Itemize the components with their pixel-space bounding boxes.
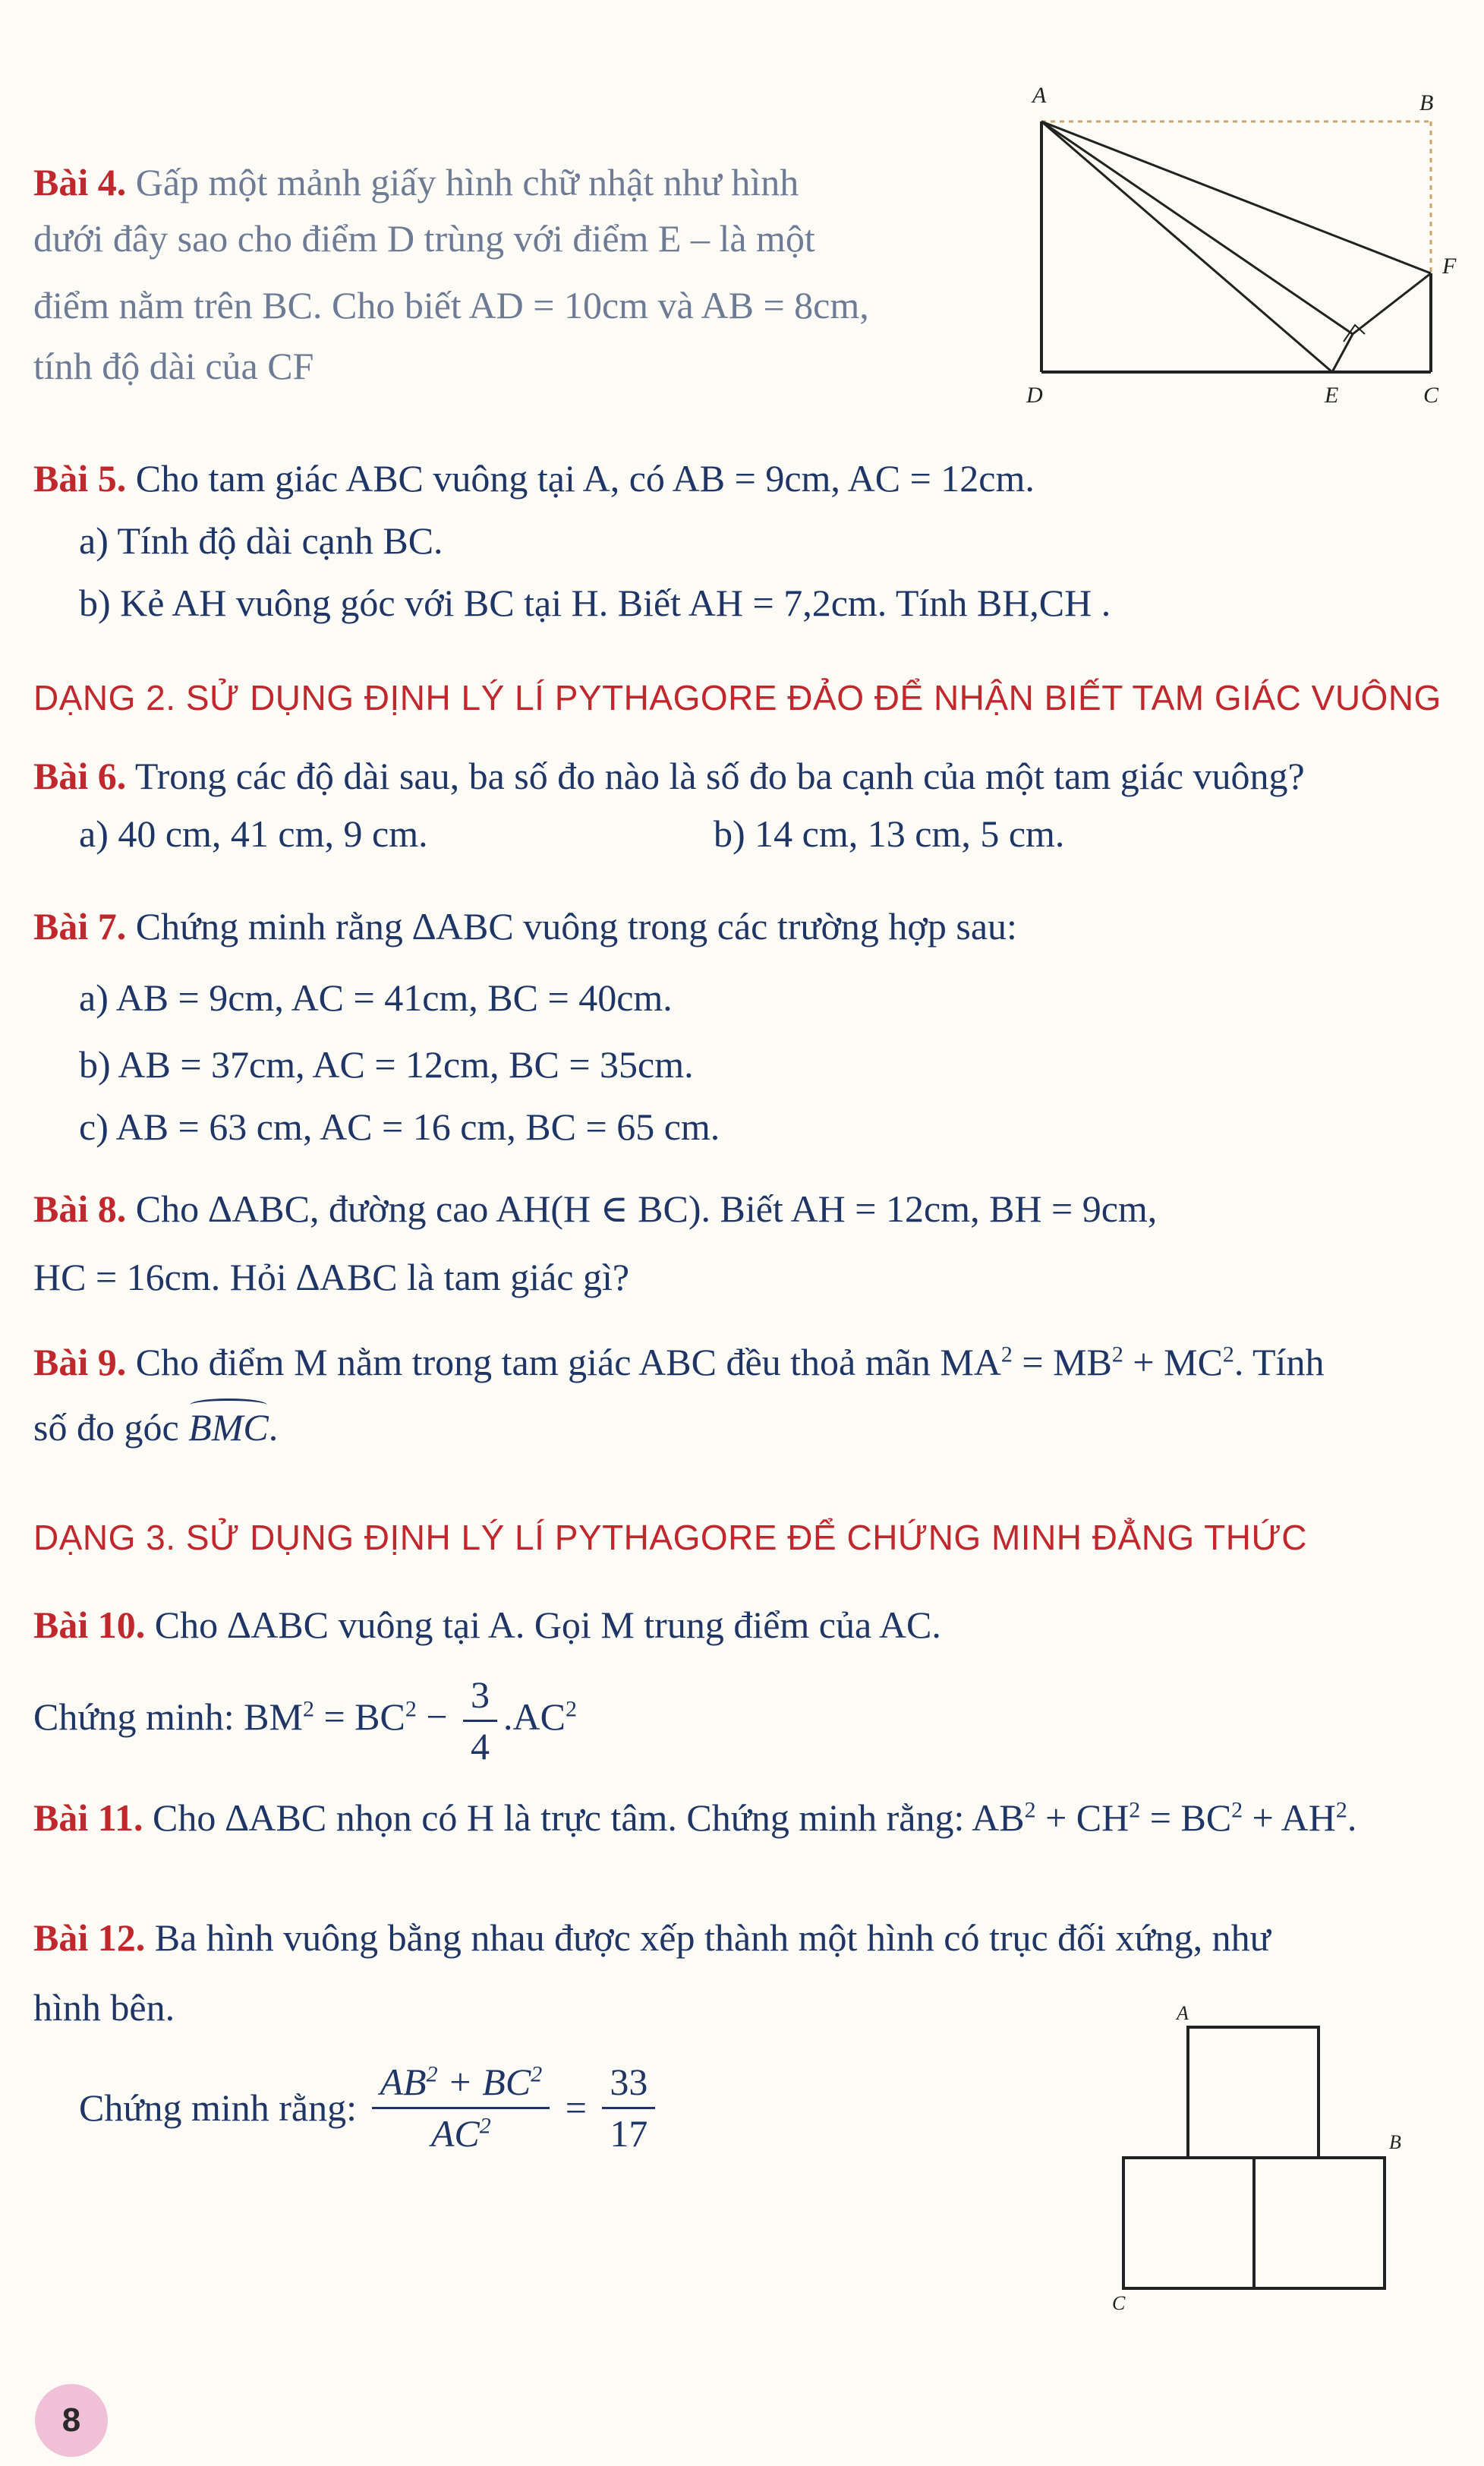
bai12-lhs-num	[372, 2058, 550, 2109]
bai10-frac-num: 3	[463, 1670, 497, 1722]
bai12-sup-2: 2	[531, 2061, 543, 2087]
bai6-line1	[33, 752, 1305, 801]
bai9-text-1: Cho điểm M nằm trong tam giác ABC đều thoả mãn MA	[135, 1341, 1001, 1383]
bai9-label: Bài 9.	[33, 1341, 127, 1383]
bai8-label: Bài 8.	[33, 1187, 127, 1230]
label-F-fig4: F	[1442, 254, 1457, 279]
bai12-sup-1: 2	[426, 2061, 438, 2087]
bai5-a: a) Tính độ dài cạnh BC.	[79, 519, 443, 562]
bai6-text: Trong các độ dài sau, ba số đo nào là số đo ba cạnh của một tam giác vuông?	[134, 755, 1305, 797]
bai10-eq-3: −	[416, 1695, 458, 1738]
bai12-text-1: Ba hình vuông bằng nhau được xếp thành một hình có trục đối xứng, như	[154, 1916, 1271, 1959]
bai10-fraction	[463, 1670, 497, 1771]
top-square	[1188, 2027, 1319, 2158]
bai12-equals: =	[565, 2086, 587, 2129]
bai7-b: b) AB = 37cm, AC = 12cm, BC = 35cm.	[79, 1043, 694, 1086]
bai10-sup-3: 2	[566, 1696, 578, 1722]
bai11-sup-4: 2	[1335, 1797, 1347, 1823]
bai11-eq-4: + AH	[1243, 1796, 1336, 1839]
bottom-right-square	[1254, 2158, 1385, 2288]
bai4-line3: điểm nằm trên BC. Cho biết AD = 10cm và AB = 8cm,	[33, 284, 869, 326]
bai9-line2	[33, 1403, 278, 1452]
bai12-rhs-fraction	[602, 2058, 655, 2159]
bai5-text: Cho tam giác ABC vuông tại A, có AB = 9cm, AC = 12cm.	[135, 457, 1035, 500]
bai11-sup-2: 2	[1129, 1797, 1141, 1823]
bai11-text: Cho ∆ABC nhọn có H là trực tâm. Chứng minh rằng:	[152, 1796, 972, 1839]
bai11-eq-2: + CH	[1035, 1796, 1130, 1839]
bai9-text-6: .	[268, 1406, 279, 1449]
bai9-line1	[33, 1338, 1324, 1387]
bai12-num-b: + BC	[437, 2061, 531, 2103]
bottom-left-square	[1123, 2158, 1254, 2288]
bai4-line1	[33, 158, 799, 207]
bai11-label: Bài 11.	[33, 1796, 143, 1839]
bai10-text: Cho ∆ABC vuông tại A. Gọi M trung điểm của AC.	[154, 1604, 941, 1646]
bai11-eq-1: AB	[972, 1796, 1025, 1839]
bai9-text-5: số đo góc	[33, 1406, 189, 1449]
section-3-title: DẠNG 3. SỬ DỤNG ĐỊNH LÝ LÍ PYTHAGORE ĐỂ CHỨNG MINH ĐẲNG THỨC	[33, 1518, 1307, 1557]
bai9-text-3: + MC	[1123, 1341, 1223, 1383]
bai12-sup-3: 2	[479, 2113, 491, 2139]
bai10-line2	[33, 1670, 577, 1771]
bai10-sup-2: 2	[405, 1696, 417, 1722]
section-2-title: DẠNG 2. SỬ DỤNG ĐỊNH LÝ LÍ PYTHAGORE ĐẢO ĐỂ NHẬN BIẾT TAM GIÁC VUÔNG	[33, 678, 1441, 717]
label-D-fig4: D	[1026, 383, 1043, 408]
bai10-eq-4: .AC	[503, 1695, 566, 1738]
bai9-angle: BMC	[188, 1403, 269, 1452]
label-C-fig4: C	[1423, 383, 1439, 408]
bai7-label: Bài 7.	[33, 905, 127, 948]
bai11-eq-3: = BC	[1140, 1796, 1232, 1839]
bai11-sup-1: 2	[1024, 1797, 1036, 1823]
bai4-label: Bài 4.	[33, 161, 127, 203]
bai12-den-text: AC	[430, 2112, 480, 2155]
bai9-text-4: . Tính	[1234, 1341, 1325, 1383]
label-B-fig12: B	[1389, 2131, 1401, 2153]
bai6-b: b) 14 cm, 13 cm, 5 cm.	[714, 812, 1065, 855]
bai11-eq-end: .	[1347, 1796, 1357, 1839]
bai10-frac-den: 4	[471, 1725, 490, 1768]
bai5-line1	[33, 454, 1035, 503]
bai4-line2: dưới đây sao cho điểm D trùng với điểm E – là một	[33, 217, 815, 260]
bai12-label: Bài 12.	[33, 1916, 146, 1959]
bai12-num-a: AB	[380, 2061, 427, 2103]
bai11-sup-3: 2	[1231, 1797, 1243, 1823]
bai12-proof-label: Chứng minh rằng:	[79, 2086, 357, 2129]
bai4-rectangle-figure	[1010, 76, 1465, 410]
bai10-eq-2: = BC	[313, 1695, 405, 1738]
bai8-line1	[33, 1184, 1157, 1234]
bai9-sup-2: 2	[1111, 1342, 1123, 1367]
label-B-fig4: B	[1419, 90, 1434, 115]
bai10-line1	[33, 1600, 941, 1650]
bai9-text-2: = MB	[1012, 1341, 1112, 1383]
bai10-proof-label: Chứng minh:	[33, 1695, 244, 1738]
bai12-squares-figure	[1101, 1997, 1419, 2316]
bai7-c: c) AB = 63 cm, AC = 16 cm, BC = 65 cm.	[79, 1105, 720, 1148]
bai12-proof	[79, 2058, 661, 2159]
label-C-fig12: C	[1112, 2292, 1126, 2314]
bai10-sup-1: 2	[302, 1696, 314, 1722]
bai12-lhs-den	[372, 2109, 550, 2159]
bai12-line1	[33, 1913, 1271, 1963]
bai10-label: Bài 10.	[33, 1604, 146, 1646]
bai6-label: Bài 6.	[33, 755, 127, 797]
label-A-fig4: A	[1032, 83, 1047, 108]
bai8-line2: HC = 16cm. Hỏi ∆ABC là tam giác gì?	[33, 1256, 630, 1298]
bai4-line4: tính độ dài của CF	[33, 345, 314, 387]
bai7-text: Chứng minh rằng ∆ABC vuông trong các trường hợp sau:	[135, 905, 1017, 948]
bai9-sup-1: 2	[1000, 1342, 1013, 1367]
bai10-eq-1: BM	[244, 1695, 303, 1738]
bai4-text-1: Gấp một mảnh giấy hình chữ nhật như hình	[135, 161, 799, 203]
bai6-a: a) 40 cm, 41 cm, 9 cm.	[79, 812, 428, 855]
page-number-badge	[35, 2384, 108, 2457]
label-A-fig12: A	[1177, 2002, 1189, 2024]
bai12-lhs-fraction	[372, 2058, 550, 2159]
bai11-line1	[33, 1793, 1356, 1843]
label-E-fig4: E	[1325, 383, 1339, 408]
bai7-a: a) AB = 9cm, AC = 41cm, BC = 40cm.	[79, 976, 673, 1019]
bai9-sup-3: 2	[1222, 1342, 1234, 1367]
bai5-label: Bài 5.	[33, 457, 127, 500]
bai12-rhs-num: 33	[602, 2058, 655, 2109]
bai12-line2: hình bên.	[33, 1986, 175, 2029]
bai8-text-1: Cho ∆ABC, đường cao AH(H ∈ BC). Biết AH = 12cm, BH = 9cm,	[135, 1187, 1158, 1230]
bai12-rhs-den: 17	[610, 2112, 648, 2155]
page-number: 8	[61, 2401, 81, 2439]
bai5-b: b) Kẻ AH vuông góc với BC tại H. Biết AH = 7,2cm. Tính BH,CH .	[79, 582, 1111, 624]
bai7-line1	[33, 902, 1017, 951]
